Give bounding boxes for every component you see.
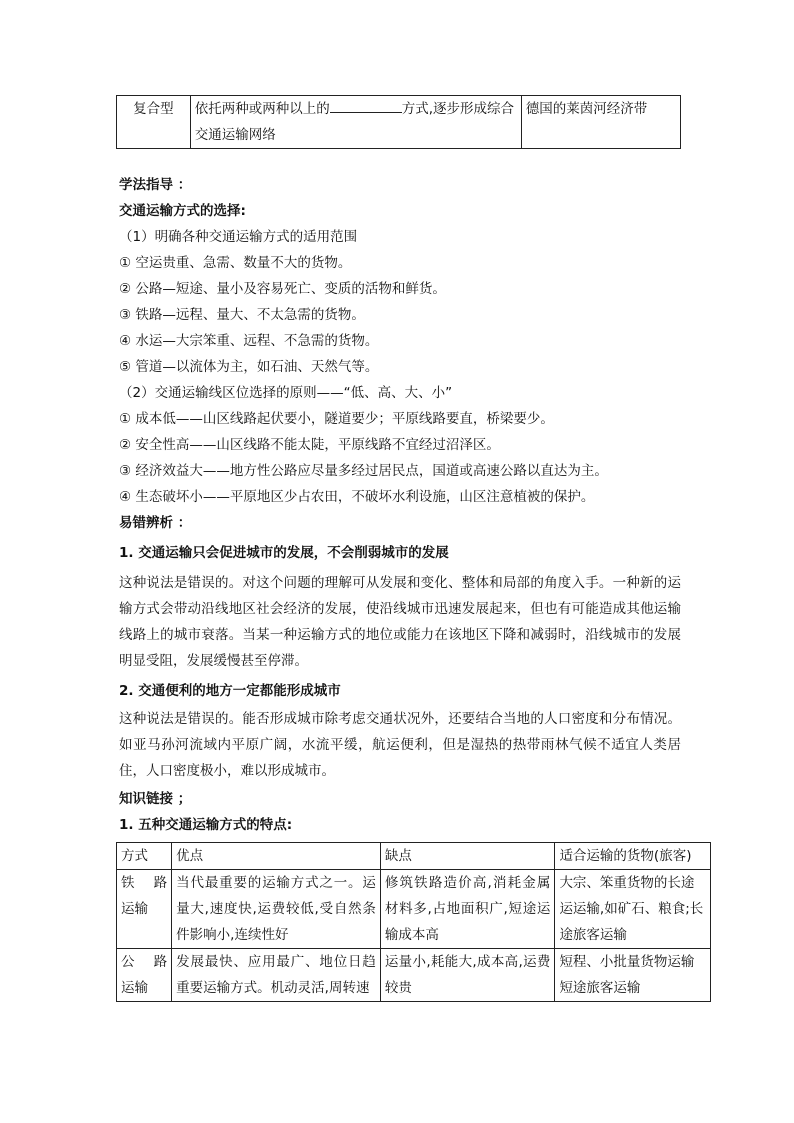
header-mode: 方式 [117,843,172,870]
cons-cell: 修筑铁路造价高,消耗金属材料多,占地面积广,短途运输成本高 [380,870,555,949]
type-cell: 复合型 [117,96,191,149]
error-item2-text: 这种说法是错误的。能否形成城市除考虑交通状况外，还要结合当地的人口密度和分布情况。如亚马孙河流域内平原广阔，水流平缓，航运便利，但是湿热的热带雨林气候不适宜人类居住，人口密度极小，难以形成城市。 [119,711,681,779]
guide-heading: 学法指导 ： [119,177,192,193]
list-item: ① 成本低——山区线路起伏要小，隧道要少；平原线路要直，桥梁要少。 [119,411,554,427]
list-item: ② 公路—短途、量小及容易死亡、变质的活物和鲜货。 [119,281,446,297]
table-row [117,949,711,1002]
fill-in-blank [330,98,402,113]
links-heading: 知识链接 ； [119,791,192,807]
guide-subheading: 交通运输方式的选择: [119,203,246,219]
error-item2-title: 2. 交通便利的地方一定都能形成城市 [119,683,341,699]
mode-cell: 公 路 运输 [117,949,172,1002]
goods-cell: 大宗、笨重货物的长途运运输,如矿石、粮食;长途旅客运输 [555,870,711,949]
transport-modes-table [116,842,711,1002]
list-item: ③ 铁路—远程、量大、不太急需的货物。 [119,307,365,323]
example-cell: 德国的莱茵河经济带 [521,96,680,149]
header-cons: 缺点 [380,843,555,870]
description-suffix: 方式,逐步形成综合交通运输网络 [194,101,515,143]
description-cell [190,96,521,149]
list-item: ④ 水运—大宗笨重、远程、不急需的货物。 [119,333,379,349]
pros-cell: 发展最快、应用最广、地位日趋重要运输方式。机动灵活,周转速 [172,949,381,1002]
table-header-row [117,843,711,870]
description-prefix: 依托两种或两种以上的 [194,101,330,117]
part2-title: （2）交通运输线区位选择的原则——“低、高、大、小” [119,385,453,401]
header-goods: 适合运输的货物(旅客) [555,843,711,870]
cons-cell: 运量小,耗能大,成本高,运费较贵 [380,949,555,1002]
pros-cell: 当代最重要的运输方式之一。运量大,速度快,运费较低,受自然条件影响小,连续性好 [172,870,381,949]
errors-heading: 易错辨析 ： [119,515,192,531]
list-item: ④ 生态破坏小——平原地区少占农田，不破坏水利设施，山区注意植被的保护。 [119,489,595,505]
part1-title: （1）明确各种交通运输方式的适用范围 [119,229,358,245]
list-item: ⑤ 管道—以流体为主，如石油、天然气等。 [119,359,379,375]
composite-type-table [116,95,681,149]
table-row [117,96,681,149]
list-item: ① 空运贵重、急需、数量不大的货物。 [119,255,352,271]
goods-cell: 短程、小批量货物运输短途旅客运输 [555,949,711,1002]
links-subheading: 1. 五种交通运输方式的特点: [119,817,293,833]
error-item1-text: 这种说法是错误的。对这个问题的理解可从发展和变化、整体和局部的角度入手。一种新的运输方式会带动沿线地区社会经济的发展，使沿线城市迅速发展起来，但也有可能造成其他运输线路上的城市衰落。当某一种运输方式的地位或能力在该地区下降和减弱时，沿线城市的发展明显受阻，发展缓慢甚至停滞。 [119,575,681,669]
header-pros: 优点 [172,843,381,870]
list-item: ② 安全性高——山区线路不能太陡，平原线路不宜经过沼泽区。 [119,437,500,453]
mode-cell: 铁 路 运输 [117,870,172,949]
error-item1-title: 1. 交通运输只会促进城市的发展，不会削弱城市的发展 [119,545,449,561]
table-row [117,870,711,949]
list-item: ③ 经济效益大——地方性公路应尽量多经过居民点，国道或高速公路以直达为主。 [119,463,608,479]
